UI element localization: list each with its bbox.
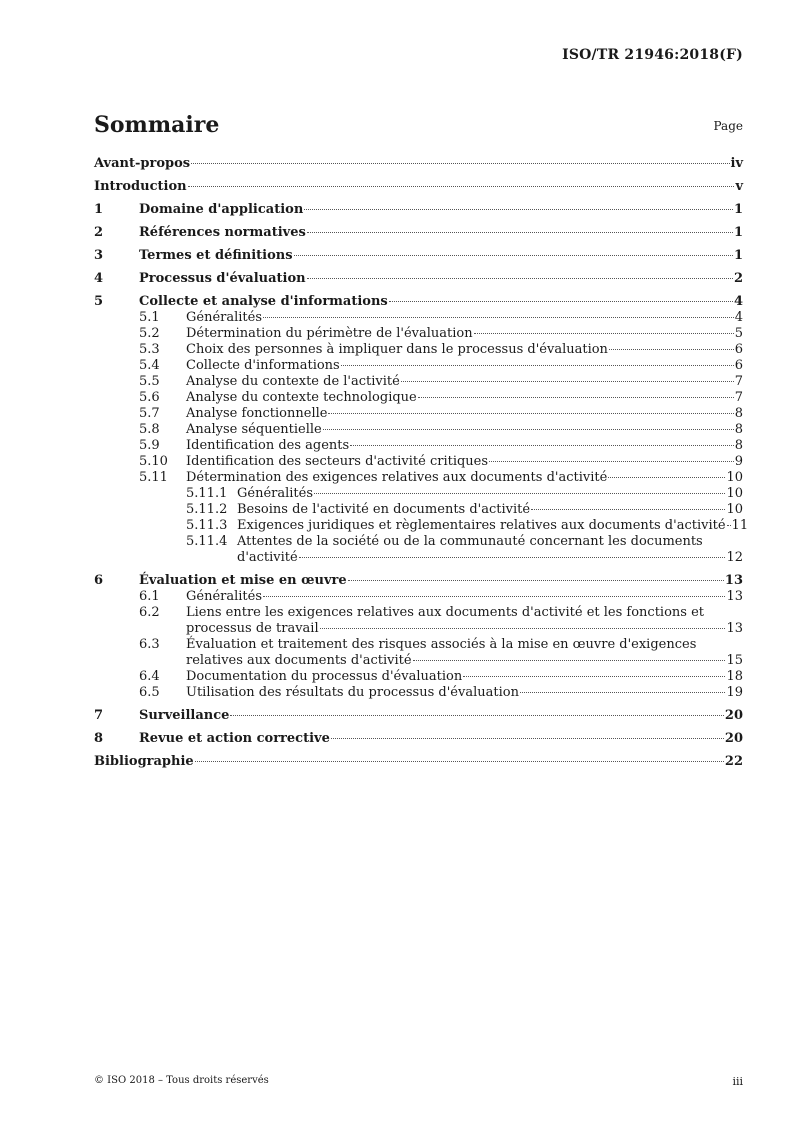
toc-entry-5-8[interactable] — [94, 422, 743, 438]
dot-leader — [307, 278, 733, 279]
toc-entry-5-5[interactable] — [94, 374, 743, 390]
dot-leader — [418, 397, 734, 398]
toc-title: Avant-propos — [94, 156, 191, 171]
dot-leader — [520, 692, 726, 693]
dot-leader — [230, 715, 724, 716]
toc-title: Détermination des exigences relatives aux documents d'activité — [186, 470, 608, 485]
toc-title: Détermination du périmètre de l'évaluation — [186, 326, 473, 341]
dot-leader — [348, 580, 724, 581]
toc-title: Exigences juridiques et règlementaires relatives aux documents d'activité — [237, 518, 726, 533]
toc-entry-5-6[interactable] — [94, 390, 743, 406]
toc-entry-6-3-continued[interactable] — [94, 653, 743, 669]
toc-number: 5.1 — [139, 310, 160, 325]
toc-title: Analyse du contexte de l'activité — [186, 374, 400, 389]
toc-title: Choix des personnes à impliquer dans le processus d'évaluation — [186, 342, 608, 357]
toc-entry-6-5[interactable] — [94, 685, 743, 701]
toc-entry-6[interactable] — [94, 573, 743, 589]
toc-title: Identification des agents — [186, 438, 350, 453]
toc-page: 6 — [734, 342, 743, 357]
toc-entry-6-3[interactable] — [94, 637, 743, 653]
toc-title: d'activité — [237, 550, 298, 565]
toc-number: 6.1 — [139, 589, 160, 604]
toc-title: Bibliographie — [94, 754, 194, 769]
toc-entry-5-11-4[interactable] — [94, 534, 743, 550]
toc-page: 15 — [726, 653, 743, 668]
toc-title: Domaine d'application — [139, 202, 304, 217]
toc-page: 7 — [734, 374, 743, 389]
toc-entry-5-11-4-continued[interactable] — [94, 550, 743, 566]
toc-page: 20 — [724, 731, 743, 746]
toc-number: 6.5 — [139, 685, 160, 700]
dot-leader — [323, 429, 734, 430]
dot-leader — [331, 738, 724, 739]
toc-page: 8 — [734, 406, 743, 421]
dot-leader — [531, 509, 725, 510]
toc-page: 9 — [734, 454, 743, 469]
toc-title: Surveillance — [139, 708, 230, 723]
dot-leader — [314, 493, 725, 494]
toc-entry-introduction[interactable] — [94, 179, 743, 195]
toc-number: 1 — [94, 202, 104, 217]
toc-entry-2[interactable] — [94, 225, 743, 241]
toc-title: Introduction — [94, 179, 187, 194]
toc-page: v — [735, 179, 743, 194]
toc-number: 5.7 — [139, 406, 160, 421]
toc-page: 7 — [734, 390, 743, 405]
dot-leader — [401, 381, 734, 382]
dot-leader — [350, 445, 734, 446]
toc-entry-3[interactable] — [94, 248, 743, 264]
page-column-label: Page — [713, 119, 743, 133]
toc-page: 4 — [733, 294, 743, 309]
dot-leader — [304, 209, 733, 210]
dot-leader — [188, 186, 735, 187]
footer-page-number: iii — [732, 1075, 743, 1088]
toc-number: 6.2 — [139, 605, 160, 620]
toc-page: 2 — [733, 271, 743, 286]
toc-entry-6-4[interactable] — [94, 669, 743, 685]
toc-number: 5.11 — [139, 470, 168, 485]
toc-number: 4 — [94, 271, 104, 286]
toc-title: Revue et action corrective — [139, 731, 330, 746]
toc-page: 18 — [726, 669, 743, 684]
toc-title: processus de travail — [186, 621, 319, 636]
dot-leader — [609, 349, 734, 350]
dot-leader — [263, 317, 734, 318]
toc-title: Évaluation et traitement des risques associés à la mise en œuvre d'exigences — [186, 637, 697, 652]
toc-number: 6 — [94, 573, 104, 588]
toc-page: 5 — [734, 326, 743, 341]
toc-title: Utilisation des résultats du processus d'évaluation — [186, 685, 519, 700]
toc-title: Besoins de l'activité en documents d'activité — [237, 502, 531, 517]
toc-page: 8 — [734, 422, 743, 437]
dot-leader — [320, 628, 726, 629]
dot-leader — [263, 596, 725, 597]
dot-leader — [727, 525, 731, 526]
toc-number: 5.9 — [139, 438, 160, 453]
toc-entry-6-2[interactable] — [94, 605, 743, 621]
toc-page: 10 — [726, 502, 743, 517]
toc-number: 8 — [94, 731, 104, 746]
toc-title: Documentation du processus d'évaluation — [186, 669, 463, 684]
toc-page: 10 — [726, 486, 743, 501]
toc-title: Généralités — [237, 486, 314, 501]
toc-entry-6-1[interactable] — [94, 589, 743, 605]
toc-entry-5-1[interactable] — [94, 310, 743, 326]
toc-title: Généralités — [186, 589, 263, 604]
toc-title: Termes et définitions — [139, 248, 293, 263]
toc-title: Analyse séquentielle — [186, 422, 322, 437]
toc-title: Analyse fonctionnelle — [186, 406, 328, 421]
toc-title: Références normatives — [139, 225, 306, 240]
toc-number: 6.4 — [139, 669, 160, 684]
dot-leader — [489, 461, 734, 462]
page-title: Sommaire — [94, 112, 220, 138]
toc-entry-avant-propos[interactable] — [94, 156, 743, 172]
toc-page: iv — [730, 156, 743, 171]
toc-number: 6.3 — [139, 637, 160, 652]
dot-leader — [191, 163, 729, 164]
toc-number: 5.4 — [139, 358, 160, 373]
dot-leader — [294, 255, 733, 256]
toc-entry-5-7[interactable] — [94, 406, 743, 422]
toc-title: Liens entre les exigences relatives aux documents d'activité et les fonctions et — [186, 605, 705, 620]
toc-entry-7[interactable] — [94, 708, 743, 724]
toc-page: 20 — [724, 708, 743, 723]
dot-leader — [341, 365, 734, 366]
toc-entry-5-11[interactable] — [94, 470, 743, 486]
toc-title: Attentes de la société ou de la communauté concernant les documents — [237, 534, 703, 549]
toc-number: 5.11.1 — [186, 486, 228, 501]
toc-page: 6 — [734, 358, 743, 373]
toc-entry-5-11-3[interactable] — [94, 518, 749, 534]
toc-title: Évaluation et mise en œuvre — [139, 573, 347, 588]
toc-entry-6-2-continued[interactable] — [94, 621, 743, 637]
toc-entry-5-9[interactable] — [94, 438, 743, 454]
toc-number: 5.5 — [139, 374, 160, 389]
toc-title: relatives aux documents d'activité — [186, 653, 412, 668]
toc-page: 4 — [734, 310, 743, 325]
toc-entry-5-10[interactable] — [94, 454, 743, 470]
toc-title: Identification des secteurs d'activité critiques — [186, 454, 489, 469]
toc-number: 5.2 — [139, 326, 160, 341]
toc-page: 22 — [724, 754, 743, 769]
toc-number: 5.11.3 — [186, 518, 228, 533]
toc-entry-5-11-2[interactable] — [94, 502, 743, 518]
dot-leader — [328, 413, 733, 414]
toc-page: 11 — [731, 518, 749, 533]
toc-page: 19 — [726, 685, 743, 700]
toc-title: Analyse du contexte technologique — [186, 390, 417, 405]
toc-page: 12 — [726, 550, 743, 565]
dot-leader — [413, 660, 726, 661]
toc-number: 5.10 — [139, 454, 168, 469]
toc-page: 1 — [733, 248, 743, 263]
toc-title: Collecte et analyse d'informations — [139, 294, 388, 309]
toc-entry-8[interactable] — [94, 731, 743, 747]
dot-leader — [389, 301, 733, 302]
toc-entry-bibliographie[interactable] — [94, 754, 743, 770]
dot-leader — [299, 557, 726, 558]
dot-leader — [195, 761, 724, 762]
toc-number: 2 — [94, 225, 104, 240]
toc-number: 3 — [94, 248, 104, 263]
toc-entry-5-3[interactable] — [94, 342, 743, 358]
document-id: ISO/TR 21946:2018(F) — [562, 47, 743, 63]
toc-page: 8 — [734, 438, 743, 453]
toc-page: 13 — [726, 621, 743, 636]
toc-page: 13 — [724, 573, 743, 588]
toc-title: Collecte d'informations — [186, 358, 340, 373]
toc-number: 5.11.2 — [186, 502, 228, 517]
toc-page: 10 — [726, 470, 743, 485]
toc-entry-5[interactable] — [94, 294, 743, 310]
toc-page: 13 — [726, 589, 743, 604]
toc-entry-5-2[interactable] — [94, 326, 743, 342]
dot-leader — [608, 477, 725, 478]
toc-number: 5 — [94, 294, 104, 309]
toc-number: 5.8 — [139, 422, 160, 437]
toc-entry-1[interactable] — [94, 202, 743, 218]
toc-entry-4[interactable] — [94, 271, 743, 287]
toc-number: 5.3 — [139, 342, 160, 357]
toc-number: 5.6 — [139, 390, 160, 405]
dot-leader — [463, 676, 725, 677]
toc-number: 7 — [94, 708, 104, 723]
toc-title: Généralités — [186, 310, 263, 325]
toc-page: 1 — [733, 202, 743, 217]
dot-leader — [307, 232, 733, 233]
toc-page: 1 — [733, 225, 743, 240]
toc-number: 5.11.4 — [186, 534, 228, 549]
dot-leader — [474, 333, 734, 334]
toc-entry-5-4[interactable] — [94, 358, 743, 374]
table-of-contents — [94, 156, 749, 770]
footer-copyright: © ISO 2018 – Tous droits réservés — [94, 1075, 269, 1086]
toc-title: Processus d'évaluation — [139, 271, 306, 286]
toc-entry-5-11-1[interactable] — [94, 486, 743, 502]
